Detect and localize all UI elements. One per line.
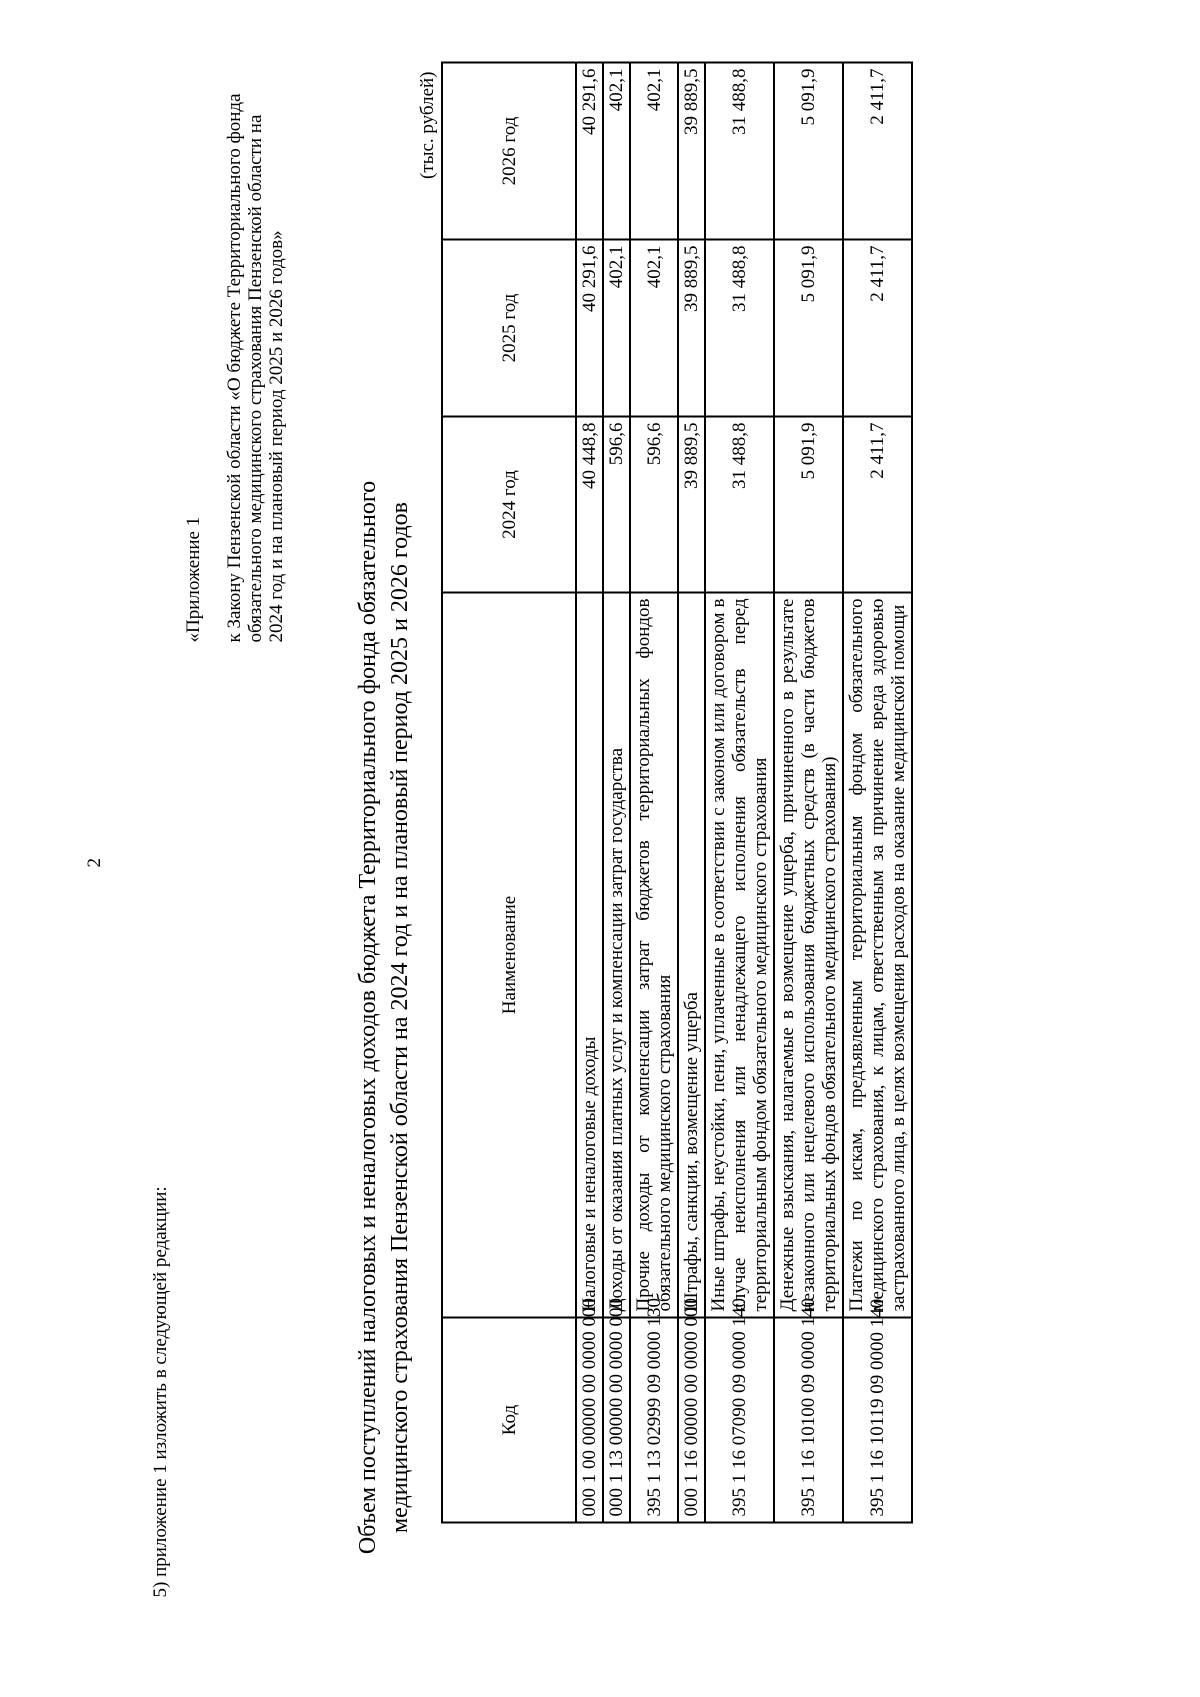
cell-name: Прочие доходы от компенсации затрат бюджетов территориальных фондов обязательного медицинского страхования (630, 592, 678, 1317)
cell-code: 395 1 16 10100 09 0000 140 (774, 1317, 843, 1522)
cell-2025: 39 889,5 (678, 239, 705, 416)
cell-code: 000 1 13 00000 00 0000 000 (603, 1317, 630, 1522)
table-row (630, 62, 678, 1522)
cell-2025: 5 091,9 (774, 239, 843, 416)
cell-2026: 402,1 (603, 62, 630, 239)
table-title: Объем поступлений налоговых и неналоговых доходов бюджета Территориального фонда обязательного медицинского страхования Пензенской области на 2024 год и на плановый период 2025 и 2026 годов (355, 480, 413, 1554)
cell-2026: 2 411,7 (843, 62, 912, 239)
appendix-title: «Приложение 1 (183, 516, 204, 642)
cell-2025: 31 488,8 (705, 239, 774, 416)
table-row (603, 62, 630, 1522)
cell-code: 395 1 13 02999 09 0000 130 (630, 1317, 678, 1522)
cell-name: Денежные взыскания, налагаемые в возмещение ущерба, причиненного в результате незаконного или нецелевого использования бюджетных средств (в части бюджетов территориальных фондов обязательного медицинского страхования) (774, 592, 843, 1317)
cell-2025: 402,1 (603, 239, 630, 416)
cell-2025: 402,1 (630, 239, 678, 416)
cell-2024: 2 411,7 (843, 416, 912, 592)
cell-2024: 596,6 (630, 416, 678, 592)
cell-2026: 402,1 (630, 62, 678, 239)
header-2024: 2024 год (442, 416, 576, 592)
cell-code: 395 1 16 10119 09 0000 140 (843, 1317, 912, 1522)
cell-2024: 31 488,8 (705, 416, 774, 592)
header-2025: 2025 год (442, 239, 576, 416)
table-row (705, 62, 774, 1522)
revenue-table (441, 61, 913, 1523)
intro-text: 5) приложение 1 изложить в следующей редакции: (150, 1185, 171, 1597)
table-row (774, 62, 843, 1522)
appendix-text: к Закону Пензенской области «О бюджете Территориального фонда обязательного медицинского страхования Пензенской области на 2024 год и на плановый период 2025 и 2026 годов» (224, 92, 287, 642)
table-row (678, 62, 705, 1522)
cell-2024: 39 889,5 (678, 416, 705, 592)
appendix-block (183, 82, 287, 642)
cell-name: Налоговые и неналоговые доходы (576, 592, 603, 1317)
cell-code: 000 1 00 00000 00 0000 000 (576, 1317, 603, 1522)
cell-2025: 40 291,6 (576, 239, 603, 416)
page-number: 2 (84, 857, 105, 867)
units-label: (тыс. рублей) (417, 71, 438, 179)
cell-code: 395 1 16 07090 09 0000 140 (705, 1317, 774, 1522)
cell-code: 000 1 16 00000 00 0000 000 (678, 1317, 705, 1522)
table-row (843, 62, 912, 1522)
cell-2024: 5 091,9 (774, 416, 843, 592)
cell-2026: 31 488,8 (705, 62, 774, 239)
cell-name: Платежи по искам, предъявленным территориальным фондом обязательного медицинского страхования, к лицам, ответственным за причинение вреда здоровью застрахованного лица, в целях возмещения расходов на оказание медицинской помощи (843, 592, 912, 1317)
header-code: Код (442, 1317, 576, 1522)
header-name: Наименование (442, 592, 576, 1317)
header-2026: 2026 год (442, 62, 576, 239)
table-row (576, 62, 603, 1522)
cell-2025: 2 411,7 (843, 239, 912, 416)
cell-2026: 40 291,6 (576, 62, 603, 239)
cell-name: Штрафы, санкции, возмещение ущерба (678, 592, 705, 1317)
table-header-row (442, 62, 576, 1522)
cell-name: Доходы от оказания платных услуг и компенсации затрат государства (603, 592, 630, 1317)
cell-2024: 40 448,8 (576, 416, 603, 592)
cell-2026: 39 889,5 (678, 62, 705, 239)
cell-2026: 5 091,9 (774, 62, 843, 239)
cell-name: Иные штрафы, неустойки, пени, уплаченные в соответствии с законом или договором в случае неисполнения или ненадлежащего исполнения обязательств перед территориальным фондом обязательного медицинского страхования (705, 592, 774, 1317)
cell-2024: 596,6 (603, 416, 630, 592)
